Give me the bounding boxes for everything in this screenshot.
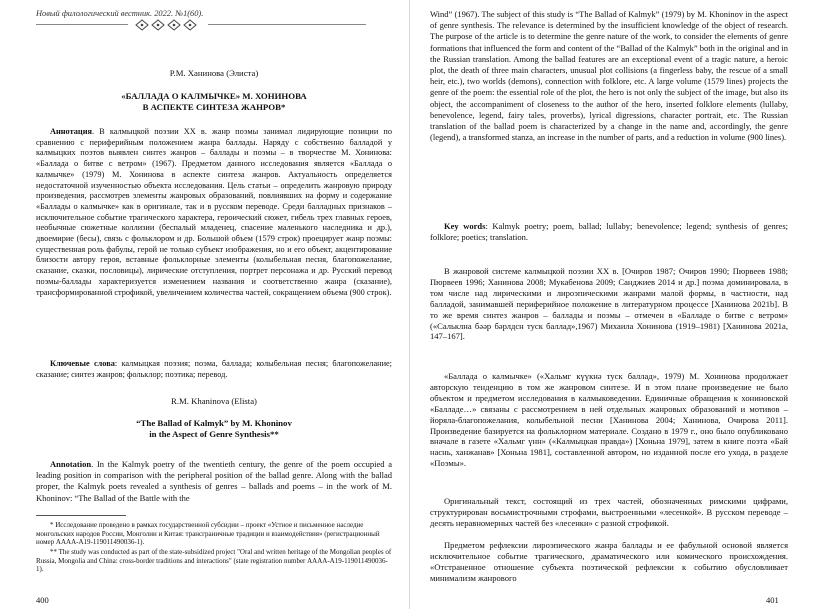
title-ru-line-2: В АСПЕКТЕ СИНТЕЗА ЖАНРОВ* [142,102,286,112]
footnote-rule [36,515,126,516]
author-ru: Р.М. Ханинова (Элиста) [169,68,259,78]
annotation-label: Annotation [50,459,92,469]
page-number-left: 400 [36,595,49,605]
body-paragraph-1: В жанровой системе калмыцкой поэзии XX в. [Очиров 1987; Очиров 1990; Пюрвеев 1988; Пюрвеев 1996; Ханинова 2008; Мукабенова 2009; Санджиев 2014 и др.] поэма доминировала, в том числе над лирическими и лироэпическими жанрами малой формы, в частности, над балладой, занимавшей периферийное положение в литературном процессе [Ханинова 2021b]. В то же время синтез жанров – баллады и поэмы – отмечен в «Балладе о битве с ветром» («Сальклна бәәр бәрлдсн туск баллад»,1967) Михаила Хонинова (1919–1981) [Ханинова 2021a, 147–167]. [430,266,788,342]
abstract-text: . В калмыцкой поэзии XX в. жанр поэмы занимал лидирующие позиции по сравнению с периферийным положением жанра баллады. Наряду с собственно балладой у калмыцких поэтов выявлен синтез жанров – баллады и поэмы – в творчестве М. Хонинова: «Баллада о битве с ветром» (1967). Предметом данного исследования является «Баллада о калмычке» (1979) М. Хонинова в аспекте синтеза жанров. Актуальность определяется недостаточной изученностью объекта исследования. Цель статьи – определить жанровую природу произведения, рассмотрев элементы жанровых образований, повлиявших на форму и содержание «Баллады о калмычке» как в оригинале, так и в русском переводе. Среди балладных признаков – исключительное событие трагического характера, героический сюжет, гибель трех главных героев, необычные сюжетные коллизии (беспалый младенец, спасение маленького наследника и др.), двоемирие (бесы), связь с фольклором и др. Большой объем (1579 строк) проецирует жанр поэмы: существенная роль фабулы, герой не только субъект изображения, но и его объект, акцентирование близости автору героя, вставные фольклорные элементы (колыбельная песня, благопожелание, сказание, сказки, пословицы), лирические отступления, портрет персонажа и др. Русский перевод поэмы-баллады характеризуется изменением названия и соответственно жанра (сказание), трансформированной строфикой, увеличением количества частей, сокращением объема (900 строк). [36,127,392,297]
footnote-2: ** The study was conducted as part of the state-subsidized project "Oral and written heritage of the Mongolian peoples of Russia, Mongolia and China: cross-border traditions and interactions" (state registration number АААА-А19-119011490036-1). [36,548,392,574]
abstract-label: Аннотация [50,127,92,136]
title-en [36,418,392,440]
ornament-icon [128,17,208,33]
keywords-label: Ключевые слова [50,359,115,368]
annotation-text: . In the Kalmyk poetry of the twentieth century, the genre of the poem occupied a leading position in comparison with the peripheral position of the ballad genre. Along with the ballad proper, the Kalmyk poets revealed a synthesis of genres – ballads and poems – in the work of M. Khoninov: “The Ballad of the Battle with the [36,459,392,503]
page-number-right: 401 [766,595,779,605]
journal-header: Новый филологический вестник. 2022. №1(60). [36,9,204,18]
title-ru [36,91,392,113]
body-paragraph-2: «Баллада о калмычке» («Хальмг күүкнә туск баллад», 1979) М. Хонинова продолжает авторскую тенденцию в том же жанровом синтезе. И в этом плане произведение не было объектом и предметом исследования в калмыковедении. Единичные обращения к хониновской «Балладе…» связаны с рассмотрением в ней отдельных жанровых образований и мотивов – йоряла-благопожелания, колыбельной песни [Ханинова 2004; Ханинова, Очирова 2011]. Произведение базируется на фольклорном материале. Создано в 1979 г., оно было опубликовано вначале в газете «Хальмг үнн» («Калмыцкая правда») [Хоньна 1979], затем в книге поэта «Бай наснь, ханжанав» [Хоньна 1981], составленной автором, но изданной после его ухода, в разделе «Поэмы». [430,371,788,469]
title-en-line-2: in the Aspect of Genre Synthesis** [149,429,279,439]
keywords-ru [36,359,392,380]
keywords-en-text: : Kalmyk poetry; poem, ballad; lullaby; benevolence; legend; synthesis of genres; folklore; poetics; translation. [430,221,788,243]
title-ru-line-1: «БАЛЛАДА О КАЛМЫЧКЕ» М. ХОНИНОВА [121,91,307,101]
footnote-1: * Исследование проведено в рамках государственной субсидии – проект «Устное и письменное наследие монгольских народов России, Монголии и Китая: трансграничные традиции и взаимодействия» (регистрационный номер АААА-А19-119011490036-1). [36,521,380,547]
body-paragraph-4: Предметом рефлексии лироэпического жанра баллады и ее фабульной основой является исключительное событие трагического, драматического или комического происхождения. «Отстраненное отношение субъекта поэтической рефлексии к событию обусловливает минимализм жанрового [430,540,788,583]
author-en: R.M. Khaninova (Elista) [171,396,257,406]
keywords-text: : калмыцкая поэзия; поэма, баллада; колыбельная песня; благопожелание; сказание; синтез жанров; фольклор; поэтика; перевод. [36,359,392,379]
title-en-line-1: “The Ballad of Kalmyk” by M. Khoninov [136,418,292,428]
keywords-en-label: Key words [444,221,486,231]
annotation-en [36,459,392,504]
body-paragraph-3: Оригинальный текст, состоящий из трех частей, обозначенных римскими цифрами, структурирован восьмистрочными строфами, выстроенными «лесенкой». В русском переводе – десять неравномерных частей без «лесенки» с разной строфикой. [430,496,788,528]
keywords-en [430,221,788,243]
annotation-en-continued: Wind” (1967). The subject of this study is “The Ballad of Kalmyk” (1979) by M. Khoninov in the aspect of genre synthesis. The relevance is determined by the insufficient knowledge of the object of research. The purpose of the article is to determine the genre nature of the work, to consider the elements of genre formations that influenced the form and content of the “Ballad of the Kalmyk” both in the original and in the Russian translation. Among the ballad features are an exceptional event of a tragic nature, a heroic plot, the death of three main characters, unusual plot collisions (a fingerless baby, the rescue of a small heir, etc.), two worlds (demons), connection with folklore, etc. A large volume (1579 lines) projects the genre of the poem: the essential role of the plot, the hero is not only the subject of the image, but also its object, the accompaniment of closeness to the author of the hero, inserted folklore elements (lullaby, benevolence, legend, fairy tales, proverbs), lyrical digressions, character portrait, etc. The Russian translation of the ballad poem is characterized by a change in the name and, accordingly, the genre (legend), a transformed stanza, an increase in the number of parts, and a reduction in volume (900 lines). [430,9,788,143]
abstract-ru [36,127,392,298]
